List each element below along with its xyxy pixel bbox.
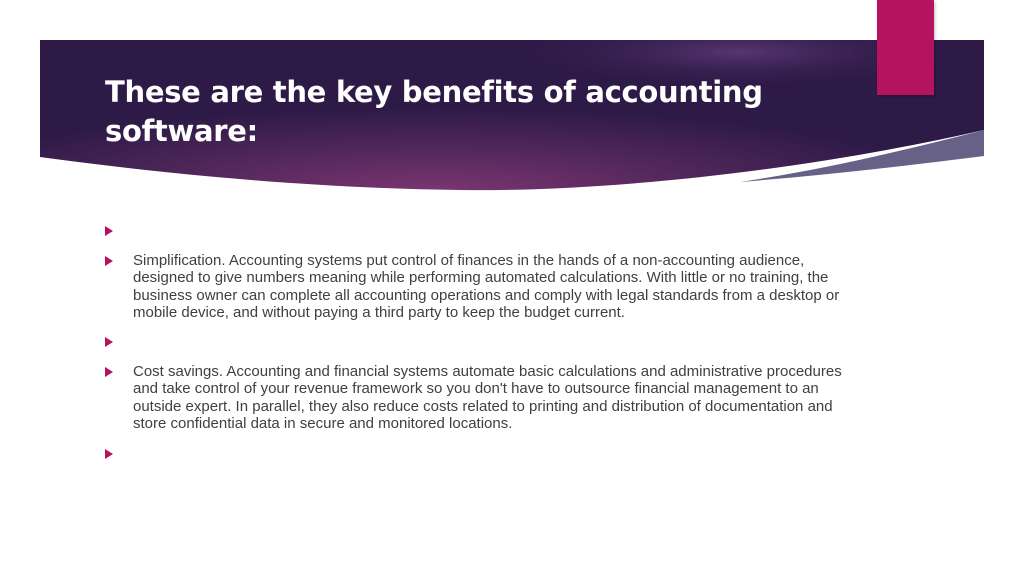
list-item: [105, 222, 845, 240]
slide-title: These are the key benefits of accounting software:: [105, 75, 763, 148]
list-item: [105, 252, 845, 322]
list-item: [105, 363, 845, 433]
list-item: [105, 333, 845, 351]
triangle-right-icon: [105, 226, 113, 236]
triangle-right-icon: [105, 337, 113, 347]
triangle-right-icon: [105, 449, 113, 459]
bullet-list: [105, 222, 845, 463]
bullet-text: Cost savings. Accounting and financial systems automate basic calculations and administrative procedures and take control of your revenue framework so you don't have to outsource financial management to an outside expert. In parallel, they also reduce costs related to printing and distribution of documentation and store confidential data in secure and monitored locations.: [133, 362, 842, 433]
list-item: [105, 445, 845, 463]
accent-tab: [877, 0, 934, 95]
triangle-right-icon: [105, 367, 113, 377]
bullet-text: Simplification. Accounting systems put control of finances in the hands of a non-accounting audience, designed to give numbers meaning while performing automated calculations. With little or no training, the business owner can complete all accounting operations and comply with legal standards from a desktop or mobile device, and without paying a third party to keep the budget current.: [133, 251, 840, 322]
triangle-right-icon: [105, 256, 113, 266]
